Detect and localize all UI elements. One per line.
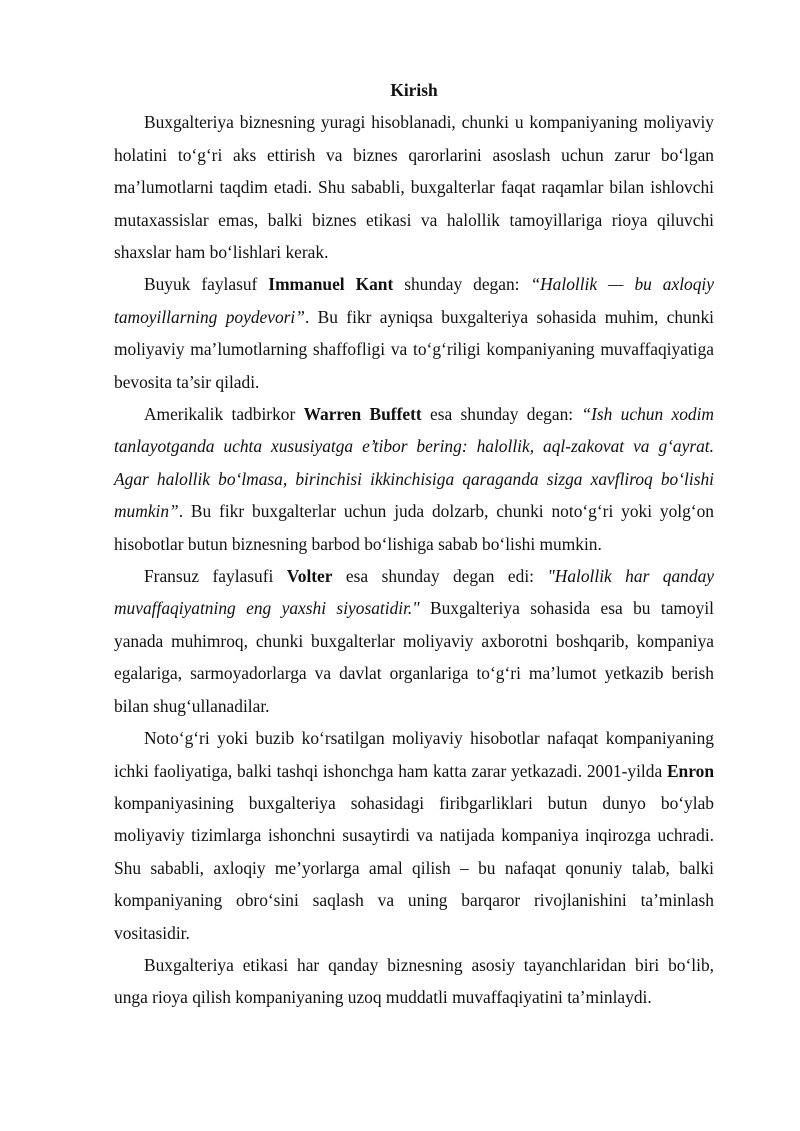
- paragraph-text: esa shunday degan edi:: [332, 566, 548, 587]
- paragraph-buffett: [114, 398, 714, 560]
- paragraph-intro: [114, 106, 714, 268]
- paragraph-text: Amerikalik tadbirkor: [144, 404, 304, 425]
- paragraph-text: Buyuk faylasuf: [144, 274, 269, 295]
- paragraph-text: Buxgalteriya etikasi har qanday biznesning asosiy tayanchlaridan biri bo‘lib, unga rioya qilish kompaniyaning uzoq muddatli muvaffaqiyatini ta’minlaydi.: [114, 954, 714, 1008]
- paragraph-text: . Bu fikr ayniqsa buxgalteriya sohasida muhim, chunki moliyaviy ma’lumotlarning shaffofligi va to‘g‘riligi kompaniyaning muvaffaqiyatiga bevosita ta’sir qiladi.: [114, 306, 714, 392]
- quote: “Ish uchun xodim tanlayotganda uchta xususiyatga e’tibor bering: halollik, aql-zakovat va g‘ayrat. Agar halollik bo‘lmasa, birinchisi ikkinchisiga qaraganda sizga xavfliroq bo‘lishi mumkin”: [114, 404, 714, 522]
- paragraph-text: Buxgalteriya biznesning yuragi hisoblanadi, chunki u kompaniyaning moliyaviy holatini to‘g‘ri aks ettirish va biznes qarorlarini asoslash uchun zarur bo‘lgan ma’lumotlarni taqdim etadi. Shu sababli, buxgalterlar faqat raqamlar bilan ishlovchi mutaxassislar emas, balki biznes etikasi va halollik tamoyillariga rioya qiluvchi shaxslar ham bo‘lishlari kerak.: [114, 112, 714, 263]
- document-page: [114, 74, 714, 1014]
- paragraph-text: Noto‘g‘ri yoki buzib ko‘rsatilgan moliyaviy hisobotlar nafaqat kompaniyaning ichki faoliyatiga, balki tashqi ishonchga ham katta zarar yetkazadi. 2001-yilda: [114, 728, 714, 781]
- page-title: Kirish: [390, 80, 438, 100]
- paragraph-text: Buxgalteriya sohasida esa bu tamoyil yanada muhimroq, chunki buxgalterlar moliyaviy axborotni boshqarib, kompaniya egalariga, sarmoyadorlarga va davlat organlariga to‘g‘ri ma’lumot yetkazib berish bilan shug‘ullanadilar.: [114, 598, 714, 716]
- paragraph-volter: [114, 560, 714, 722]
- paragraph-text: . Bu fikr buxgalterlar uchun juda dolzarb, chunki noto‘g‘ri yoki yolg‘on hisobotlar butun biznesning barbod bo‘lishiga sabab bo‘lishi mumkin.: [114, 501, 714, 554]
- quote: "Halollik har qanday muvaffaqiyatning eng yaxshi siyosatidir.": [114, 566, 714, 619]
- person-name: Warren Buffett: [303, 404, 422, 425]
- paragraph-conclusion: [114, 949, 714, 1014]
- paragraph-text: esa shunday degan:: [421, 404, 582, 425]
- paragraph-enron: [114, 722, 714, 949]
- paragraph-text: Fransuz faylasufi: [144, 566, 287, 587]
- paragraph-text: shunday degan:: [393, 274, 531, 295]
- paragraph-kant: [114, 268, 714, 398]
- person-name: Volter: [286, 566, 333, 587]
- company-name: Enron: [666, 760, 714, 781]
- quote: “Halollik — bu axloqiy tamoyillarning poydevori”: [114, 274, 714, 327]
- paragraph-text: kompaniyasining buxgalteriya sohasidagi firibgarliklari butun dunyo bo‘ylab moliyaviy tizimlarga ishonchni susaytirdi va natijada kompaniya inqirozga uchradi. Shu sababli, axloqiy me’yorlarga amal qilish – bu nafaqat qonuniy talab, balki kompaniyaning obro‘sini saqlash va uning barqaror rivojlanishini ta’minlash vositasidir.: [114, 792, 714, 943]
- person-name: Immanuel Kant: [268, 274, 394, 295]
